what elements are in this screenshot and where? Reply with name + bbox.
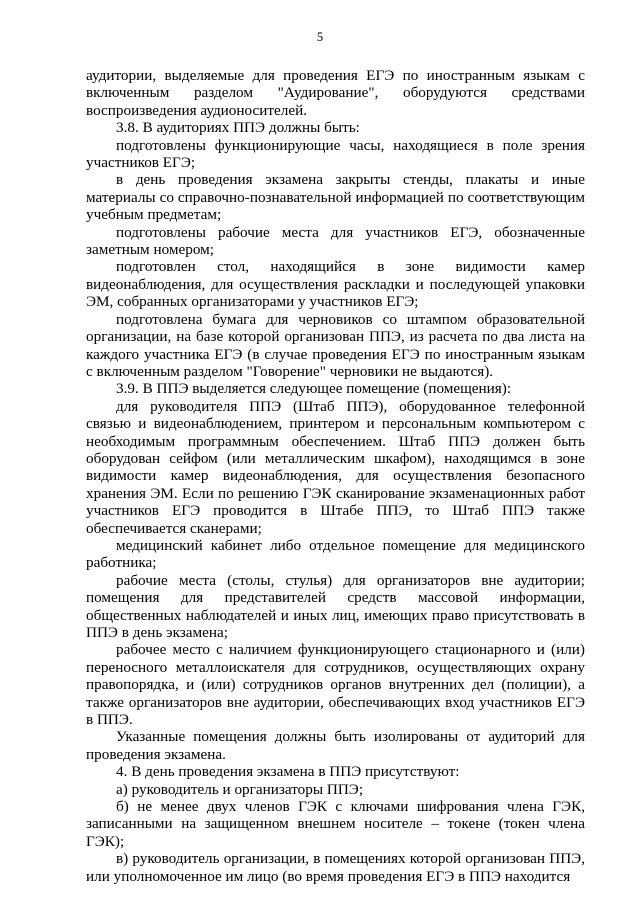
- paragraph: подготовлен стол, находящийся в зоне видимости камер видеонаблюдения, для осуществления раскладки и последующей упаковки ЭМ, собранных организаторами у участников ЕГЭ;: [86, 258, 585, 311]
- paragraph: для руководителя ППЭ (Штаб ППЭ), оборудованное телефонной связью и видеонаблюдением, принтером и персональным компьютером с необходимым программным обеспечением. Штаб ППЭ должен быть оборудован сейфом (или металлическим шкафом), находящимся в зоне видимости камер видеонаблюдения, для осуществления безопасного хранения ЭМ. Если по решению ГЭК сканирование экзаменационных работ участников ЕГЭ проводится в Штабе ППЭ, то Штаб ППЭ также обеспечивается сканерами;: [86, 397, 585, 537]
- paragraph: в день проведения экзамена закрыты стенды, плакаты и иные материалы со справочно-познавательной информацией по соответствующим учебным предметам;: [86, 171, 585, 224]
- paragraph: Указанные помещения должны быть изолированы от аудиторий для проведения экзамена.: [86, 728, 585, 763]
- paragraph: в) руководитель организации, в помещениях которой организован ППЭ, или уполномоченное им лицо (во время проведения ЕГЭ в ППЭ находится: [86, 850, 585, 885]
- paragraph: рабочее место с наличием функционирующего стационарного и (или) переносного металлоискателя для сотрудников, осуществляющих охрану правопорядка, и (или) сотрудников органов внутренних дел (полиции), а также организаторов вне аудитории, обеспечивающих вход участников ЕГЭ в ППЭ.: [86, 641, 585, 729]
- paragraph: 3.8. В аудиториях ППЭ должны быть:: [116, 119, 360, 137]
- document-body: [86, 67, 585, 885]
- paragraph: подготовлена бумага для черновиков со штампом образовательной организации, на базе которой организован ППЭ, из расчета по два листа на каждого участника ЕГЭ (в случае проведения ЕГЭ по иностранным языкам с включенным разделом "Говорение" черновики не выдаются).: [86, 310, 585, 380]
- page-number: 5: [316, 30, 324, 44]
- paragraph: 4. В день проведения экзамена в ППЭ присутствуют:: [116, 763, 460, 781]
- paragraph: б) не менее двух членов ГЭК с ключами шифрования члена ГЭК, записанными на защищенном внешнем носителе – токене (токен члена ГЭК);: [86, 798, 585, 850]
- paragraph: подготовлены функционирующие часы, находящиеся в поле зрения участников ЕГЭ;: [86, 136, 585, 172]
- paragraph: медицинский кабинет либо отдельное помещение для медицинского работника;: [86, 536, 585, 572]
- paragraph: подготовлены рабочие места для участников ЕГЭ, обозначенные заметным номером;: [86, 223, 585, 259]
- paragraph: а) руководитель и организаторы ППЭ;: [116, 780, 364, 798]
- paragraph: аудитории, выделяемые для проведения ЕГЭ по иностранным языкам с включенным разделом "Аудирование", оборудуются средствами воспроизведения аудионосителей.: [86, 67, 585, 119]
- paragraph: рабочие места (столы, стулья) для организаторов вне аудитории; помещения для представителей средств массовой информации, общественных наблюдателей и иных лиц, имеющих право присутствовать в ППЭ в день экзамена;: [86, 571, 585, 641]
- paragraph: 3.9. В ППЭ выделяется следующее помещение (помещения):: [116, 380, 512, 398]
